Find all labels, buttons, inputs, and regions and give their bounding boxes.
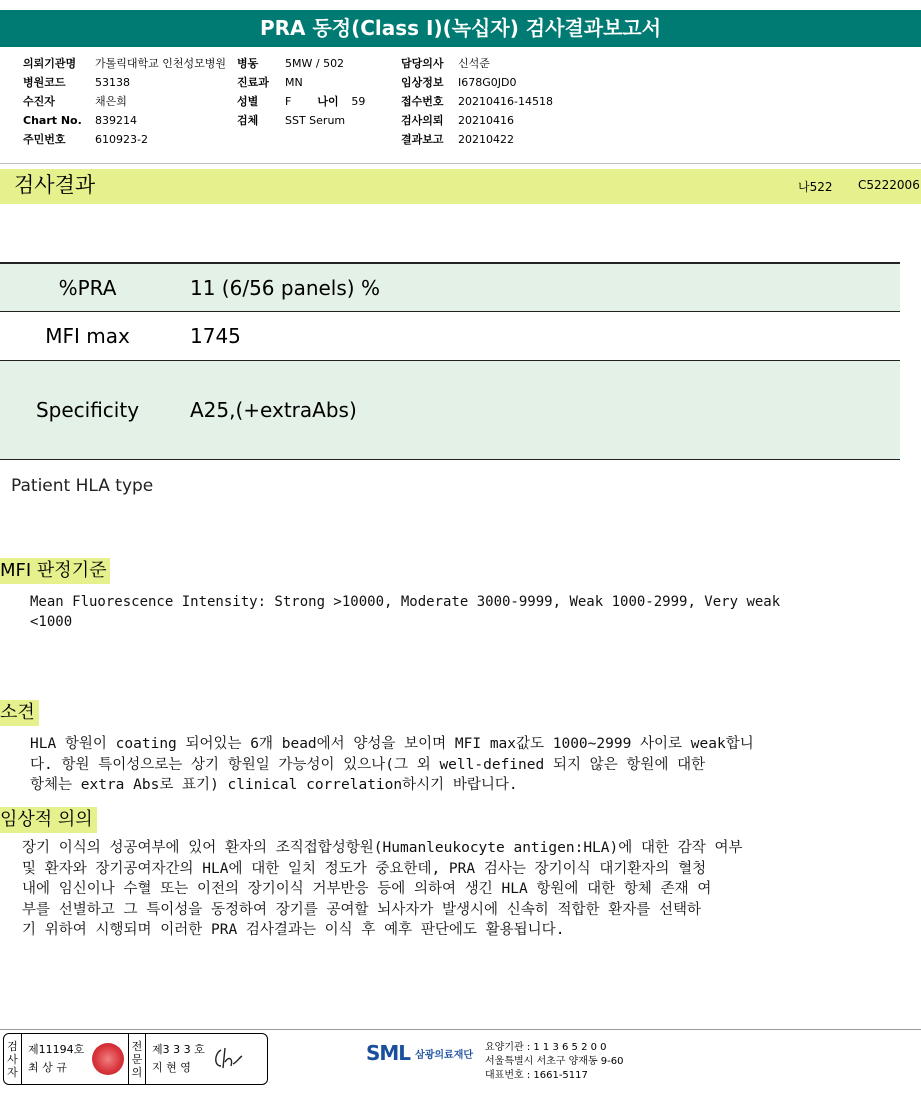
table-row: [0, 264, 900, 312]
mfi-criteria-heading: MFI 판정기준: [0, 558, 110, 584]
inspector-cell: [22, 1034, 88, 1084]
info-label: 주민번호: [23, 133, 66, 146]
patient-info-col2: [237, 54, 365, 130]
result-value: A25,(+extraAbs): [190, 398, 357, 422]
dept-label: 진료과: [237, 76, 269, 89]
info-label: 의뢰기관명: [23, 57, 77, 70]
info-value: 20210422: [458, 133, 514, 146]
patient-hla-label: Patient HLA type: [11, 476, 154, 496]
section-title: 검사결과: [14, 173, 96, 197]
vertical-char: 의: [131, 1065, 143, 1079]
age-value: 59: [351, 95, 366, 108]
specimen-value: SST Serum: [285, 114, 346, 127]
vertical-char: 전: [131, 1039, 143, 1053]
info-value: 채은희: [95, 95, 127, 108]
info-label: 검사의뢰: [401, 114, 444, 127]
patient-info-col1: [23, 54, 226, 149]
dept-value: MN: [285, 76, 303, 89]
sex-value: F: [285, 95, 292, 108]
table-row: [0, 361, 900, 460]
logo-subtitle: 삼광의료재단: [415, 1049, 474, 1061]
section-code: C5222006: [858, 178, 920, 192]
divider: [0, 163, 921, 164]
vertical-char: 자: [7, 1065, 18, 1079]
address-line: 요양기관 : 1 1 3 6 5 2 0 0: [485, 1042, 607, 1053]
info-value: 610923-2: [95, 133, 148, 146]
result-value: 11 (6/56 panels) %: [190, 275, 380, 300]
info-value: 가톨릭대학교 인천성모병원: [95, 57, 227, 70]
seal-stamp: [92, 1043, 124, 1075]
info-label: 병원코드: [23, 76, 66, 89]
signature-box: [3, 1033, 268, 1085]
address-block: [485, 1041, 624, 1083]
inspector-vertical-label: [4, 1034, 22, 1084]
ward-label: 병동: [237, 57, 259, 70]
inspector-number: 제11194호: [28, 1043, 85, 1056]
specialist-name: 지 현 영: [152, 1061, 191, 1074]
vertical-char: 검: [7, 1039, 18, 1053]
result-label: Specificity: [35, 398, 140, 422]
clinical-significance-text: 장기 이식의 성공여부에 있어 환자의 조직접합성항원(Humanleukocyte antigen:HLA)에 대한 감작 여부 및 환자와 장기공여자간의 HLA에 대한 일치 정도가 중요한데, PRA 검사는 장기이식 대기환자의 혈청 내에 임신이나 수혈 또는 이전의 장기이식 거부반응 등에 의하여 생긴 HLA 항원에 대한 항체 존재 여 부를 선별하고 그 특이성을 동정하여 장기를 공여할 뇌사자가 발생시에 신속히 적합한 환자를 선택하 기 위하여 시행되며 이러한 PRA 검사결과는 이식 후 예후 판단에도 활용됩니다.: [22, 840, 743, 938]
sml-logo: [366, 1041, 473, 1065]
footer-divider: [0, 1029, 921, 1030]
address-line: 서울특별시 서초구 양재동 9-60: [485, 1056, 624, 1067]
info-value: I678G0JD0: [458, 76, 517, 89]
age-label: 나이: [317, 95, 339, 108]
info-value: 53138: [95, 76, 130, 89]
sex-label: 성별: [237, 95, 259, 108]
specialist-cell: [146, 1034, 208, 1084]
result-label: MFI max: [45, 324, 130, 348]
section-code: 나522: [798, 180, 833, 194]
specialist-vertical-label: [128, 1034, 146, 1084]
result-label: %PRA: [58, 275, 117, 300]
section-band: [0, 169, 921, 204]
info-label: 수진자: [23, 95, 55, 108]
specimen-label: 검체: [237, 114, 259, 127]
opinion-text: HLA 항원이 coating 되어있는 6개 bead에서 양성을 보이며 MFI max값도 1000~2999 사이로 weak합니 다. 항원 특이성으로는 상기 항원일 가능성이 있으나(그 외 well-defined 되지 않은 항원에 대한 항체는 extra Abs로 표기) clinical correlation하시기 바랍니다.: [30, 736, 754, 793]
specialist-number: 제3 3 3 호: [152, 1043, 205, 1056]
patient-info-col3: [401, 54, 553, 149]
info-label: Chart No.: [23, 114, 82, 127]
vertical-char: 문: [131, 1052, 143, 1066]
table-row: [0, 312, 900, 361]
info-value: 839214: [95, 114, 137, 127]
report-title: PRA 동정(Class I)(녹십자) 검사결과보고서: [0, 10, 921, 47]
info-label: 접수번호: [401, 95, 444, 108]
info-label: 담당의사: [401, 57, 444, 70]
opinion-heading: 소견: [0, 700, 39, 726]
info-label: 임상정보: [401, 76, 444, 89]
info-value: 20210416-14518: [458, 95, 553, 108]
result-value: 1745: [190, 324, 241, 348]
clinical-significance-heading: 임상적 의의: [0, 807, 97, 833]
ward-value: 5MW / 502: [285, 57, 345, 70]
mfi-criteria-text: Mean Fluorescence Intensity: Strong >10000, Moderate 3000-9999, Weak 1000-2999, Very weak <1000: [30, 594, 781, 630]
signature-icon: [208, 1034, 248, 1084]
vertical-char: 사: [7, 1052, 18, 1066]
logo-text: SML: [366, 1041, 411, 1065]
inspector-name: 최 상 규: [28, 1061, 67, 1074]
info-value: 20210416: [458, 114, 514, 127]
address-line: 대표번호 : 1661-5117: [485, 1070, 588, 1081]
result-table: [0, 262, 900, 460]
info-value: 신석준: [458, 57, 490, 70]
info-label: 결과보고: [401, 133, 444, 146]
